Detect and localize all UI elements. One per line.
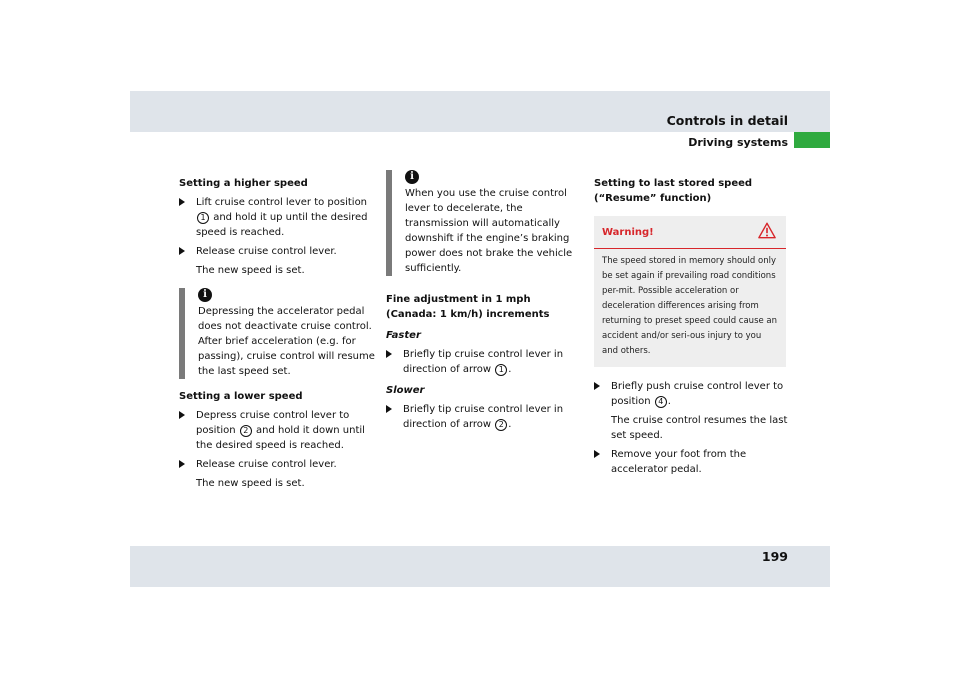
heading-lower-speed: Setting a lower speed	[179, 391, 303, 402]
note-bar	[179, 288, 185, 379]
warning-text: The speed stored in memory should only be set again if prevailing road conditions per-mit. Possible acceleration or deceleration differences arising from returning to preset speed could cause an accident and/or seri-ous injury to you and others.	[602, 256, 778, 356]
arrow-bullet-icon	[179, 247, 185, 255]
position-number-icon: 1	[197, 212, 209, 224]
label-slower: Slower	[386, 385, 425, 396]
step-push-lever: Briefly push cruise control lever to position 4 .	[594, 379, 794, 409]
result-text: The new speed is set.	[196, 265, 305, 276]
position-number-icon: 4	[655, 396, 667, 408]
column-2	[386, 170, 582, 436]
step-release-lever: Release cruise control lever.	[179, 244, 375, 259]
step-remove-foot: Remove your foot from the accelerator pedal.	[594, 447, 794, 477]
step-lift-lever: Lift cruise control lever to position 1 and hold it up until the desired speed is reached.	[179, 195, 375, 240]
info-note	[179, 288, 375, 379]
section-title: Controls in detail	[666, 113, 788, 128]
result-text: The new speed is set.	[196, 478, 305, 489]
warning-label: Warning!	[602, 227, 654, 238]
arrow-number-icon: 2	[495, 419, 507, 431]
arrow-bullet-icon	[386, 350, 392, 358]
result-text: The cruise control resumes the last set speed.	[611, 415, 788, 441]
arrow-bullet-icon	[594, 450, 600, 458]
step-depress-lever: Depress cruise control lever to position 2 and hold it down until the desired speed is reached.	[179, 408, 375, 453]
arrow-bullet-icon	[594, 382, 600, 390]
warning-header	[594, 216, 786, 249]
position-number-icon: 2	[240, 425, 252, 437]
info-icon: i	[405, 170, 419, 184]
column-3	[594, 176, 794, 481]
warning-triangle-icon	[758, 222, 776, 239]
heading-resume: Setting to last stored speed (“Resume” function)	[594, 178, 753, 204]
page-number: 199	[761, 549, 788, 564]
step-tip-faster: Briefly tip cruise control lever in direction of arrow 1 .	[386, 347, 582, 377]
footer-band	[130, 546, 830, 587]
info-note-text: When you use the cruise control lever to decelerate, the transmission will automatically downshift if the engine’s braking power does not brake the vehicle sufficiently.	[405, 188, 573, 274]
step-release-lever-2: Release cruise control lever.	[179, 457, 375, 472]
heading-higher-speed: Setting a higher speed	[179, 178, 308, 189]
arrow-bullet-icon	[386, 405, 392, 413]
column-1	[179, 176, 375, 495]
arrow-bullet-icon	[179, 198, 185, 206]
warning-box	[594, 216, 786, 367]
section-subtitle: Driving systems	[688, 136, 788, 149]
section-tab-marker	[794, 132, 830, 148]
info-icon: i	[198, 288, 212, 302]
step-tip-slower: Briefly tip cruise control lever in direction of arrow 2 .	[386, 402, 582, 432]
label-faster: Faster	[386, 330, 421, 341]
info-note	[386, 170, 582, 276]
heading-fine-adjustment: Fine adjustment in 1 mph (Canada: 1 km/h) increments	[386, 294, 550, 320]
arrow-bullet-icon	[179, 460, 185, 468]
info-note-text: Depressing the accelerator pedal does not deactivate cruise control. After brief acceleration (e.g. for passing), cruise control will resume the last speed set.	[198, 306, 375, 377]
arrow-bullet-icon	[179, 411, 185, 419]
arrow-number-icon: 1	[495, 364, 507, 376]
note-bar	[386, 170, 392, 276]
